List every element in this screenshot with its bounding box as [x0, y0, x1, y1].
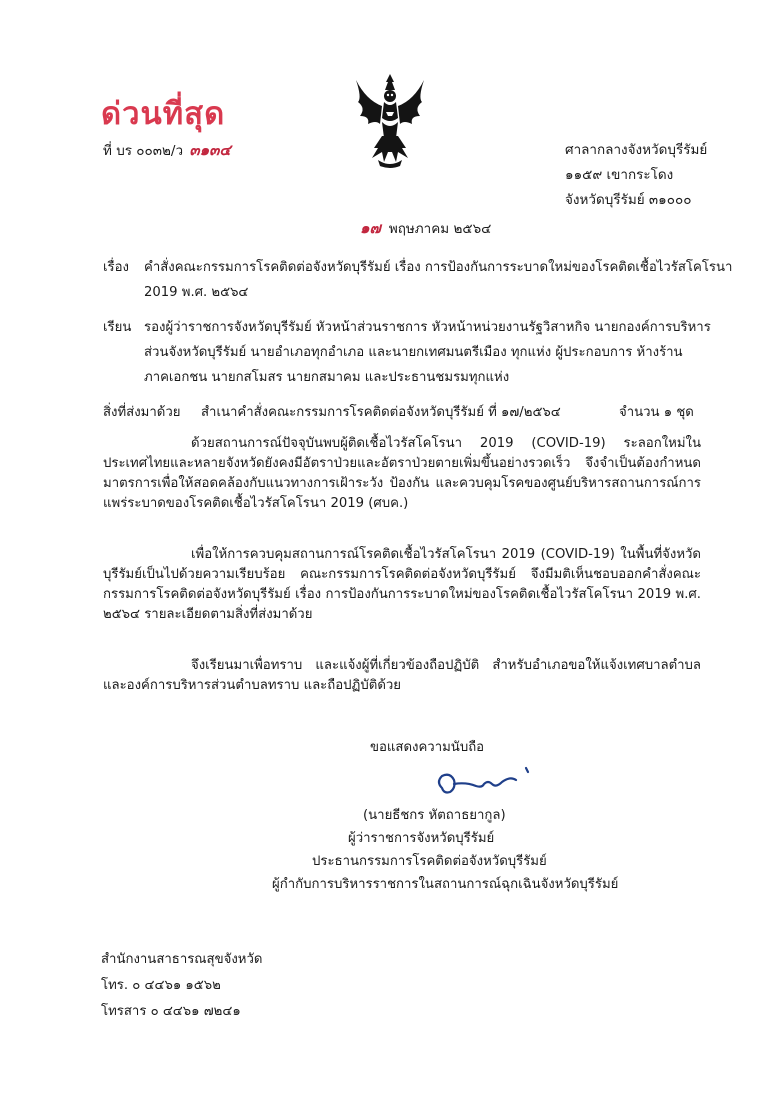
- signer-name: (นายธีชกร หัตถาธยากูล): [363, 808, 506, 823]
- footer-fax: โทรสาร ๐ ๔๔๖๑ ๗๒๔๑: [101, 1004, 241, 1019]
- address-line-2: ๑๑๕๙ เขากระโดง: [565, 167, 674, 183]
- body-paragraph-3: [103, 656, 701, 696]
- subject-label: เรื่อง: [103, 260, 129, 275]
- body-paragraph-2: [103, 545, 701, 625]
- address-line-1: ศาลากลางจังหวัดบุรีรัมย์: [565, 142, 708, 158]
- recipient-line-1: รองผู้ว่าราชการจังหวัดบุรีรัมย์ หัวหน้าส่วนราชการ หัวหน้าหน่วยงานรัฐวิสาหกิจ นายกองค์การบริหาร: [144, 320, 711, 335]
- reference-number: [103, 138, 231, 162]
- signer-title-3: ผู้กำกับการบริหารราชการในสถานการณ์ฉุกเฉินจังหวัดบุรีรัมย์: [272, 877, 619, 892]
- attachment-label: สิ่งที่ส่งมาด้วย: [103, 405, 181, 420]
- body-paragraph-3-text: จึงเรียนมาเพื่อทราบ และแจ้งผู้ที่เกี่ยวข้องถือปฏิบัติ สำหรับอำเภอขอให้แจ้งเทศบาลตำบลและองค์การบริหารส่วนตำบลทราบ และถือปฏิบัติด้วย: [103, 658, 701, 693]
- signer-title-2: ประธานกรรมการโรคติดต่อจังหวัดบุรีรัมย์: [312, 854, 547, 869]
- ref-number-handwritten: ๓๑๓๔: [189, 141, 231, 159]
- urgency-stamp: ด่วนที่สุด: [101, 96, 226, 132]
- body-paragraph-1: [103, 434, 701, 514]
- attachment-text: สำเนาคำสั่งคณะกรรมการโรคติดต่อจังหวัดบุรีรัมย์ ที่ ๑๗/๒๕๖๔: [201, 405, 561, 420]
- date-month-year: พฤษภาคม ๒๕๖๔: [388, 221, 492, 237]
- date-line: [360, 216, 491, 240]
- date-day-handwritten: ๑๗: [360, 219, 381, 237]
- attachment-quantity: จำนวน ๑ ชุด: [619, 405, 694, 420]
- address-line-3: จังหวัดบุรีรัมย์ ๓๑๐๐๐: [565, 192, 692, 208]
- signature-icon: [432, 758, 542, 808]
- garuda-emblem-icon: [352, 72, 428, 170]
- closing-regards: ขอแสดงความนับถือ: [370, 740, 485, 755]
- signer-title-1: ผู้ว่าราชการจังหวัดบุรีรัมย์: [348, 831, 495, 846]
- footer-phone: โทร. ๐ ๔๔๖๑ ๑๕๖๒: [101, 978, 221, 993]
- body-paragraph-1-text: ด้วยสถานการณ์ปัจจุบันพบผู้ติดเชื้อไวรัสโคโรนา 2019 (COVID-19) ระลอกใหม่ในประเทศไทยและหลายจังหวัดยังคงมีอัตราป่วยและอัตราป่วยตายเพิ่มขึ้นอย่างรวดเร็ว จึงจำเป็นต้องกำหนดมาตรการเพื่อให้สอดคล้องกับแนวทางการเฝ้าระวัง ป้องกัน และควบคุมโรคของศูนย์บริหารสถานการณ์การแพร่ระบาดของโรคติดเชื้อไวรัสโคโรนา 2019 (ศบค.): [103, 436, 701, 511]
- footer-office: สำนักงานสาธารณสุขจังหวัด: [101, 952, 263, 967]
- subject-line-1: คำสั่งคณะกรรมการโรคติดต่อจังหวัดบุรีรัมย์ เรื่อง การป้องกันการระบาดใหม่ของโรคติดเชื้อไวรัสโคโรนา: [144, 260, 733, 275]
- recipient-line-3: ภาคเอกชน นายกสโมสร นายกสมาคม และประธานชมรมทุกแห่ง: [144, 370, 510, 385]
- recipient-label: เรียน: [103, 320, 132, 335]
- ref-prefix: ที่ บร ๐๐๓๒/ว: [103, 143, 184, 159]
- subject-line-2: 2019 พ.ศ. ๒๕๖๔: [144, 285, 249, 300]
- recipient-line-2: ส่วนจังหวัดบุรีรัมย์ นายอำเภอทุกอำเภอ และนายกเทศมนตรีเมือง ทุกแห่ง ผู้ประกอบการ ห้างร้าน: [144, 345, 683, 360]
- body-paragraph-2-text: เพื่อให้การควบคุมสถานการณ์โรคติดเชื้อไวรัสโคโรนา 2019 (COVID-19) ในพื้นที่จังหวัดบุรีรัมย์เป็นไปด้วยความเรียบร้อย คณะกรรมการโรคติดต่อจังหวัดบุรีรัมย์ จึงมีมติเห็นชอบออกคำสั่งคณะกรรมการโรคติดต่อจังหวัดบุรีรัมย์ เรื่อง การป้องกันการระบาดใหม่ของโรคติดเชื้อไวรัสโคโรนา 2019 พ.ศ. ๒๕๖๔ รายละเอียดตามสิ่งที่ส่งมาด้วย: [103, 547, 701, 622]
